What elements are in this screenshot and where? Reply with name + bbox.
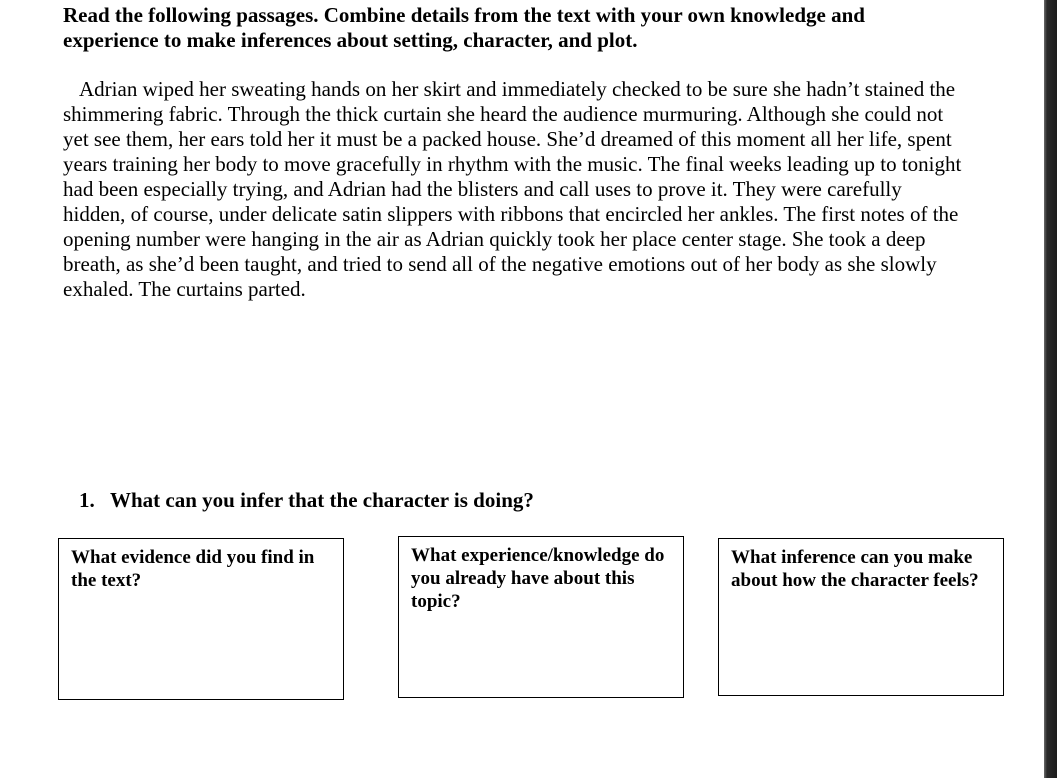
instructions: Read the following passages. Combine details from the text with your own knowledge and experience to make inferences about setting, character, and plot. (63, 3, 865, 52)
page-edge (1044, 0, 1057, 778)
inference-box-label: What inference can you make about how the character feels? (731, 547, 979, 591)
question-1 (79, 488, 534, 513)
question-number: 1. (79, 488, 95, 512)
knowledge-box[interactable] (398, 536, 684, 698)
evidence-box[interactable] (58, 538, 344, 700)
evidence-box-label: What evidence did you find in the text? (71, 547, 315, 591)
reading-passage: Adrian wiped her sweating hands on her skirt and immediately checked to be sure she hadn’t stained the shimmering fabric. Through the thick curtain she heard the audience murmuring. Although she could not yet see them, her ears told her it must be a packed house. She’d dreamed of this moment all her life, spent years training her body to move gracefully in rhythm with the music. The final weeks leading up to tonight had been especially trying, and Adrian had the blisters and call uses to prove it. They were carefully hidden, of course, under delicate satin slippers with ribbons that encircled her ankles. The first notes of the opening number were hanging in the air as Adrian quickly took her place center stage. She took a deep breath, as she’d been taught, and tried to send all of the negative emotions out of her body as she slowly exhaled. The curtains parted. (63, 77, 962, 301)
question-text: What can you infer that the character is doing? (110, 488, 534, 512)
inference-box[interactable] (718, 538, 1004, 696)
knowledge-box-label: What experience/knowledge do you already have about this topic? (411, 545, 665, 612)
